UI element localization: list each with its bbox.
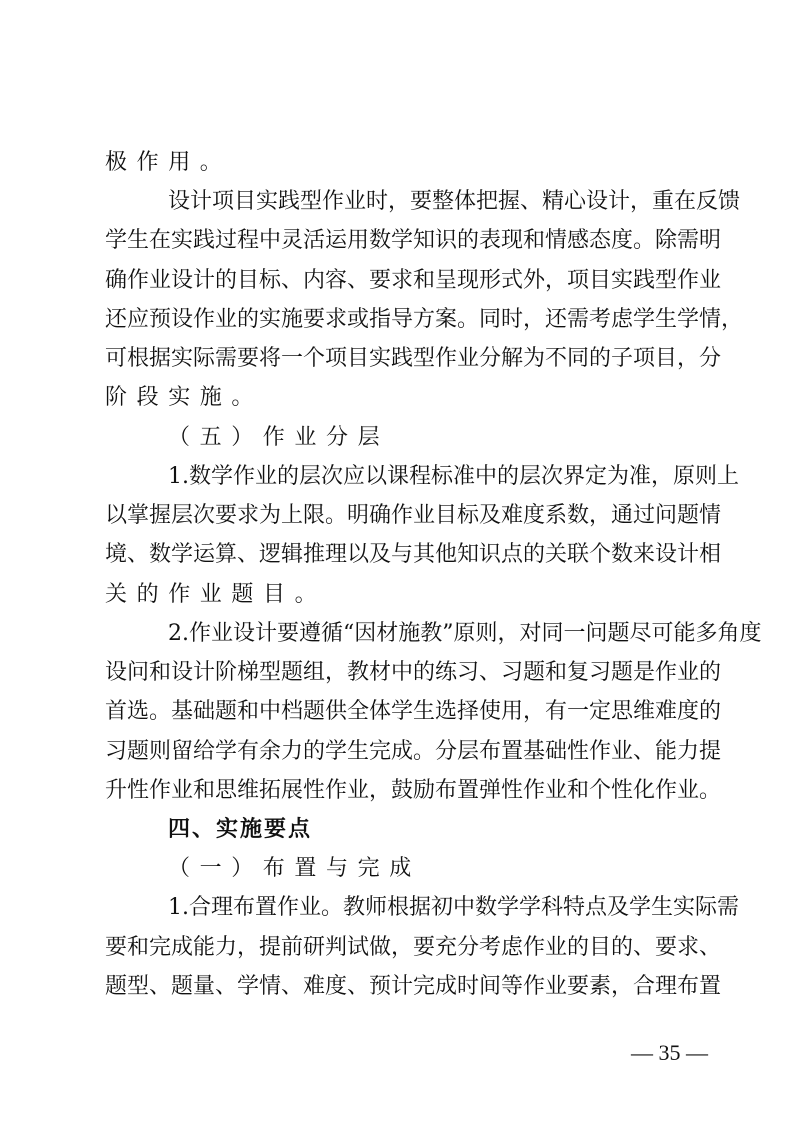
paragraph-line: 可根据实际需要将一个项目实践型作业分解为不同的子项目，分 <box>105 346 722 372</box>
paragraph-line: 设计项目实践型作业时，要整体把握、精心设计，重在反馈 <box>168 189 741 215</box>
paragraph-line: 境、数学运算、逻辑推理以及与其他知识点的关联个数来设计相 <box>105 542 722 568</box>
paragraph-line: 题型、题量、学情、难度、预计完成时间等作业要素，合理布置 <box>105 973 722 999</box>
paragraph-line: 确作业设计的目标、内容、要求和呈现形式外，项目实践型作业 <box>105 267 722 293</box>
paragraph-line: 学生在实践过程中灵活运用数学知识的表现和情感态度。除需明 <box>105 228 722 254</box>
section-subheading: （五）作业分层 <box>168 424 390 450</box>
paragraph-line: 阶段实施。 <box>105 385 264 411</box>
paragraph-line: 以掌握层次要求为上限。明确作业目标及难度系数，通过问题情 <box>105 503 722 529</box>
paragraph-line: 2.作业设计要遵循“因材施教”原则，对同一问题尽可能多角度 <box>168 620 762 646</box>
paragraph-line: 还应预设作业的实施要求或指导方案。同时，还需考虑学生学情， <box>105 306 744 332</box>
document-body <box>105 143 762 1006</box>
paragraph-line: 极作用。 <box>105 150 232 175</box>
paragraph-line: 首选。基础题和中档题供全体学生选择使用，有一定思维难度的 <box>105 699 722 725</box>
page-number: — 35 — <box>631 1040 708 1065</box>
paragraph-line: 设问和设计阶梯型题组，教材中的练习、习题和复习题是作业的 <box>105 660 722 686</box>
paragraph-line: 关的作业题目。 <box>105 581 327 607</box>
section-heading: 四、实施要点 <box>168 816 313 842</box>
paragraph-line: 1.数学作业的层次应以课程标准中的层次界定为准，原则上 <box>168 463 739 489</box>
paragraph-line: 习题则留给学有余力的学生完成。分层布置基础性作业、能力提 <box>105 738 722 764</box>
section-subheading: （一）布置与完成 <box>168 856 421 882</box>
paragraph-line: 升性作业和思维拓展性作业，鼓励布置弹性作业和个性化作业。 <box>105 777 722 803</box>
paragraph-line: 要和完成能力，提前研判试做，要充分考虑作业的目的、要求、 <box>105 934 722 960</box>
paragraph-line: 1.合理布置作业。教师根据初中数学学科特点及学生实际需 <box>168 895 739 921</box>
